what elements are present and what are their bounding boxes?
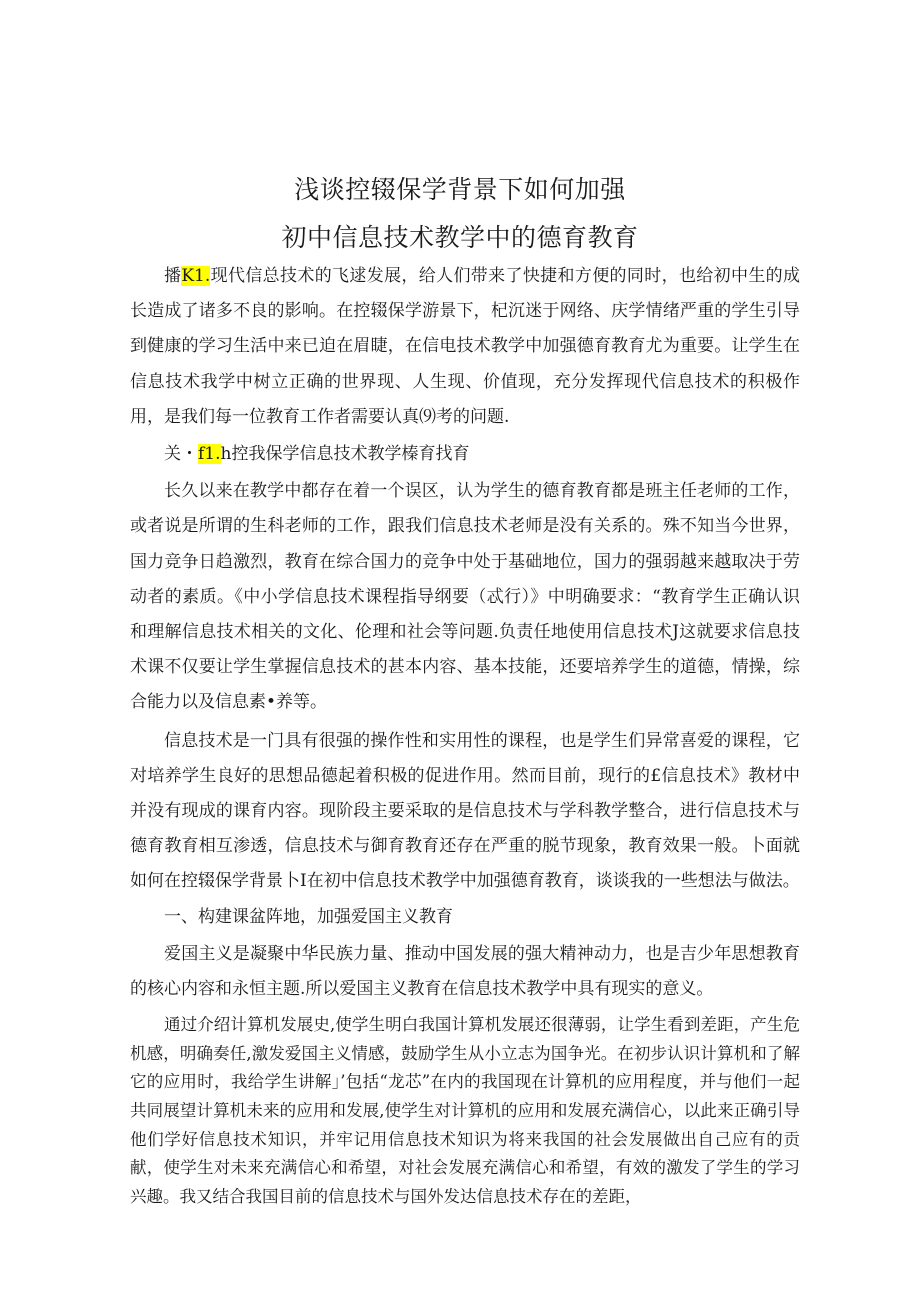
body-paragraph-2: 信息技术是一门具有很强的操作性和实用性的课程，也是学生们异常喜爱的课程，它对培养学生良好的思想品德起着积极的促进作用。然而目前，现行的£信息技术》教材中并没有现成的课育内容。现阶段主要采取的是信息技术与学科教学整合，进行信息技术与德育教育相互渗透，信息技术与御育教育还存在严重的脱节现象，教育效果一般。卜面就如何在控辍保学背景卜I在初中信息技术教学中加强德育教育，谈谈我的一些想法与做法。: [130, 730, 800, 892]
title-line-1: 浅谈控辍保学背景下如何加强: [294, 175, 626, 204]
document-body: [130, 259, 800, 1211]
keywords-line: [130, 437, 800, 472]
abstract-paragraph: [130, 259, 800, 435]
keywords-text: h控我保学信息技术教学榛育找育: [220, 444, 470, 465]
section-1-heading: 一、构建课盆阵地，加强爱国主义教育: [164, 906, 453, 927]
body-paragraph-1: 长久以来在教学中都存在着一个误区，认为学生的德育教育都是班主任老师的工作，或者说是所谓的生科老师的工作，跟我们信息技术老师是没有关系的。殊不知当今世界，国力竞争日趋激烈，教育在综合国力的竞争中处于基础地位，国力的强弱越来越取决于劳动者的素质。《中小学信息技术课程指导纲要（忒行）》中明确要求：“教育学生正确认识和理解信息技术相关的文化、伦理和社会等问题.负责任地使用信息技术J这就要求信息技术课不仅要让学生掌握信息技术的甚本内容、基本技能，还要培养学生的道德，情操，综合能力以及信息素•养等。: [130, 481, 800, 713]
abstract-text: 现代信总技术的飞逑发展，给人们带来了快捷和方便的同时，也给初中生的成长造成了诸多不良的影响。在控辍保学游景下，杞沉迷于网络、庆学情绪严重的学生引导到健康的学习生活中来已迫在眉睫，在信电技术教学中加强德育教育尤为重要。让学生在信息技术我学中树立正确的世界现、人生现、价值现，充分发挥现代信息技术的积极作用，是我们每一位教育工作者需要认真⑼考的问题.: [130, 266, 801, 427]
section-1-paragraph: 爱国主义是凝聚中华民族力量、推动中国发展的强大精神动力，也是吉少年思想教育的核心内容和永恒主题.所以爱国主义教育在信息技术教学中具有现实的意义。: [130, 943, 800, 1000]
title-line-2: 初中信息技术教学中的德育教育: [281, 223, 639, 252]
body-paragraph-last: 通过介绍计算机发展史,使学生明白我国计算机发展还很薄弱，让学生看到差距，产生危机感，明确奏任,激发爱国主义情感，鼓励学生从小立志为国争光。在初步认识计算机和了解它的应用时，我给学生讲解」’包括“龙芯”在内的我国现在计算机的应用程度，并与他们一起共同展望计算机未来的应用和发展,使学生对计算机的应用和发展充满信心，以此来正确引导他们学好信息技术知识，并牢记用信息技术知识为将来我国的社会发展做出自己应有的贡献，使学生对未来充满信心和希望，对社会发展充满信心和希望，有效的激发了学生的学习兴趣。我又结合我国目前的信息技术与国外发达信息技术存在的差距，: [130, 1015, 800, 1206]
abstract-lead: 播: [164, 266, 182, 286]
keywords-lead: 关・: [164, 444, 198, 465]
abstract-highlight: K1.: [181, 266, 211, 286]
keywords-highlight: f1.: [198, 444, 221, 465]
